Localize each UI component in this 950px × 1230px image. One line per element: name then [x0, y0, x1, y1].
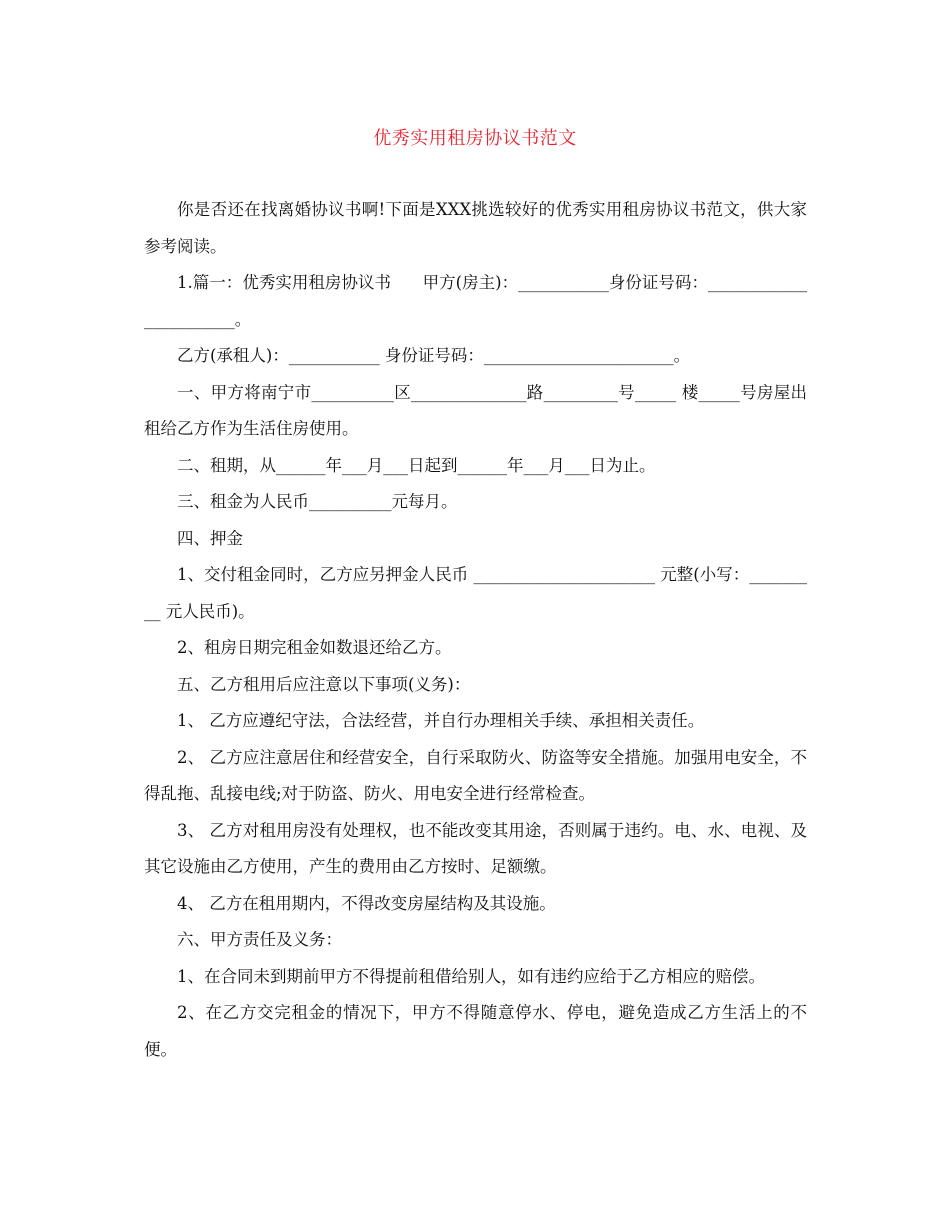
paragraph-duty-b-2: 2、 乙方应注意居住和经营安全，自行采取防火、防盗等安全措施。加强用电安全，不得乱拖、乱接电线;对于防盗、防火、用电安全进行经常检查。: [144, 747, 807, 803]
paragraph-duty-b-1: 1、 乙方应遵纪守法，合法经营，并自行办理相关手续、承担相关责任。: [177, 711, 705, 730]
paragraph-party-b: 乙方(承租人)：___________ 身份证号码：_______________________。: [177, 346, 691, 365]
paragraph-clause-5: 五、乙方租用后应注意以下事项(义务)：: [177, 674, 471, 694]
paragraph-duty-b-4: 4、 乙方在租用期内，不得改变房屋结构及其设施。: [177, 893, 556, 913]
paragraph-party-a: 1.篇一：优秀实用租房协议书 甲方(房主)：___________身份证号码：_______________________。: [144, 273, 807, 329]
paragraph-clause-4: 四、押金: [177, 528, 243, 548]
paragraph-duty-a-2: 2、在乙方交完租金的情况下，甲方不得随意停水、停电，避免造成乙方生活上的不便。: [144, 1003, 807, 1059]
paragraph-clause-3: 三、租金为人民币__________元每月。: [177, 492, 458, 511]
paragraph-duty-b-3: 3、 乙方对租用房没有处理权，也不能改变其用途，否则属于违约。电、水、电视、及其它设施由乙方使用，产生的费用由乙方按时、足额缴。: [144, 820, 807, 876]
paragraph-intro: 你是否还在找离婚协议书啊!下面是XXX挑选较好的优秀实用租房协议书范文，供大家参考阅读。: [144, 200, 807, 256]
paragraph-clause-6: 六、甲方责任及义务：: [177, 930, 342, 949]
paragraph-deposit-2: 2、租房日期完租金如数退还给乙方。: [177, 638, 452, 657]
document-body: [144, 192, 807, 1068]
paragraph-duty-a-1: 1、在合同未到期前甲方不得提前租借给别人，如有违约应给于乙方相应的赔偿。: [177, 966, 765, 986]
paragraph-deposit-1: 1、交付租金同时，乙方应另押金人民币 ______________________ 元整(小写：_________ 元人民币)。: [144, 565, 807, 621]
document-title: 优秀实用租房协议书范文: [373, 128, 577, 149]
paragraph-clause-2: 二、租期，从______年___月___日起到______年___月___日为止。: [177, 455, 656, 475]
paragraph-clause-1: 一、甲方将南宁市__________区______________路_________号_____ 楼_____号房屋出租给乙方作为生活住房使用。: [144, 382, 807, 438]
